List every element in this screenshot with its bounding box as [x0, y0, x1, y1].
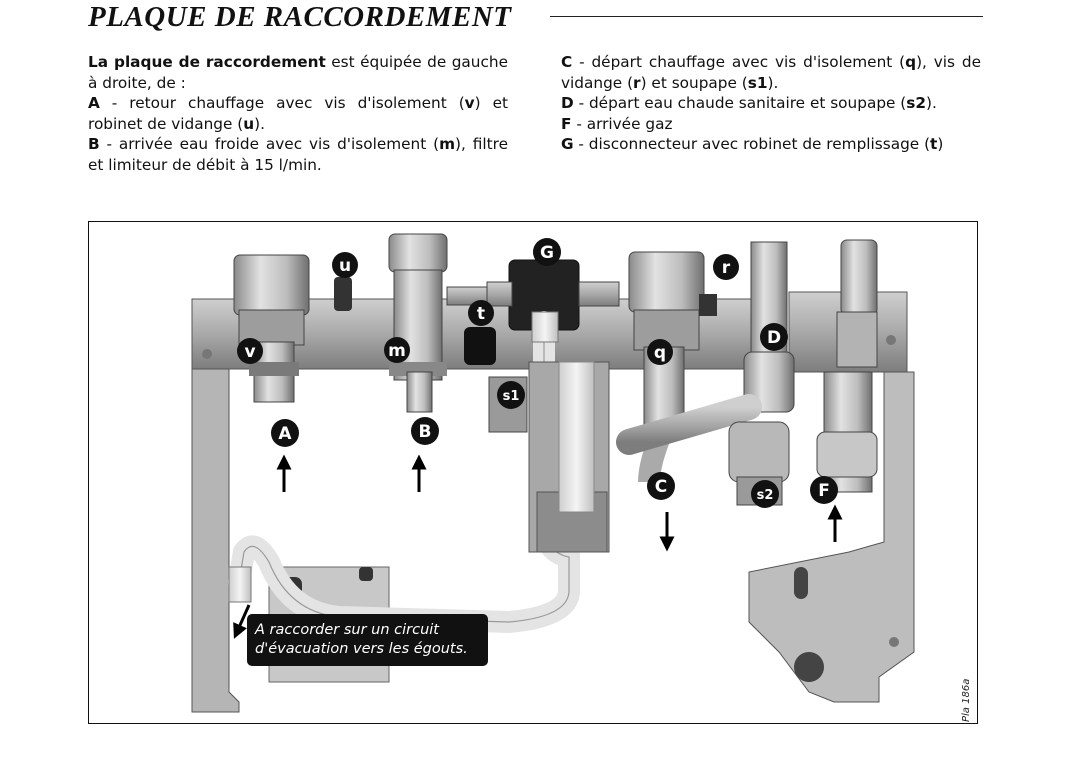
label-f [810, 476, 838, 504]
label-s2 [751, 480, 779, 508]
intro-bold: La plaque de raccordement [88, 53, 326, 71]
label-s1 [497, 381, 525, 409]
item-c-key-q: q [905, 53, 917, 71]
item-a-text-2: ) et robinet de vidange ( [88, 94, 508, 133]
svg-text:D: D [766, 328, 782, 348]
item-b-text-1: - arrivée eau froide avec vis d'isolement ( [99, 135, 440, 154]
item-f-text: - arrivée gaz [571, 114, 673, 133]
figure-reference: Pla 186a [961, 678, 972, 722]
label-u [332, 252, 358, 278]
item-a-key-v: v [464, 94, 475, 113]
drain-note [247, 614, 488, 666]
svg-text:q: q [653, 343, 667, 363]
svg-text:r: r [721, 258, 731, 278]
item-g [561, 134, 981, 155]
item-c-key-r: r [633, 73, 641, 92]
label-g [533, 238, 561, 266]
item-b-key-m: m [439, 135, 456, 154]
page-title: PLAQUE DE RACCORDEMENT [88, 1, 512, 33]
svg-text:B: B [418, 422, 432, 442]
item-c-text-1: - départ chauffage avec vis d'isolement ( [572, 53, 906, 71]
label-q [647, 339, 673, 365]
item-g-key-t: t [930, 135, 938, 154]
svg-text:t: t [476, 304, 486, 324]
item-d-text-1: - départ eau chaude sanitaire et soupape ( [573, 94, 907, 113]
svg-text:s1: s1 [502, 389, 520, 404]
drain-note-line-2: d'évacuation vers les égouts. [255, 641, 468, 657]
item-d [561, 93, 981, 114]
svg-text:F: F [818, 481, 830, 501]
intro-text: est équipée de gauche à droite, de : [88, 53, 508, 92]
label-v [237, 338, 263, 364]
intro-paragraph [88, 52, 508, 93]
connection-plate-figure [88, 221, 978, 724]
label-d [760, 323, 788, 351]
item-a-key-u: u [243, 114, 255, 133]
label-b [411, 417, 439, 445]
item-c-text-3: ) et soupape ( [640, 73, 748, 92]
item-a-text-1: - retour chauffage avec vis d'isolement ( [99, 94, 465, 113]
item-c [561, 52, 981, 93]
item-a-letter: A [88, 94, 100, 113]
item-g-text-2: ) [937, 135, 944, 154]
svg-text:G: G [540, 243, 554, 263]
item-d-letter: D [561, 94, 574, 113]
drain-note-line-1: A raccorder sur un circuit [255, 622, 439, 638]
item-c-text-2: ), vis de vidange ( [561, 53, 982, 92]
svg-text:v: v [244, 342, 256, 362]
svg-text:u: u [338, 256, 352, 276]
item-g-text-1: - disconnecteur avec robinet de remplissage ( [573, 135, 931, 154]
label-r [713, 254, 739, 280]
manifold [529, 362, 609, 552]
item-a [88, 93, 508, 134]
connection-plate-illustration [89, 222, 978, 724]
item-d-key-s2: s2 [906, 94, 927, 113]
title-row [88, 0, 983, 36]
item-c-key-s1: s1 [747, 73, 768, 92]
label-t [468, 300, 494, 326]
item-a-text-3: ). [254, 114, 265, 133]
label-c [647, 472, 675, 500]
item-f [561, 114, 981, 135]
right-column [561, 52, 981, 155]
label-a [271, 419, 299, 447]
svg-text:A: A [278, 424, 292, 444]
item-b-letter: B [88, 135, 100, 154]
item-f-letter: F [561, 114, 572, 133]
title-rule [550, 16, 983, 17]
svg-text:s2: s2 [756, 488, 774, 503]
label-m [384, 337, 410, 363]
item-b [88, 134, 508, 175]
item-g-letter: G [561, 135, 574, 154]
svg-text:m: m [388, 341, 406, 361]
item-d-text-2: ). [926, 94, 937, 113]
item-b-text-2: ), filtre et limiteur de débit à 15 l/min. [88, 135, 508, 174]
left-column [88, 52, 508, 176]
item-c-text-4: ). [767, 73, 779, 92]
item-c-letter: C [561, 53, 573, 71]
svg-text:C: C [654, 477, 668, 497]
